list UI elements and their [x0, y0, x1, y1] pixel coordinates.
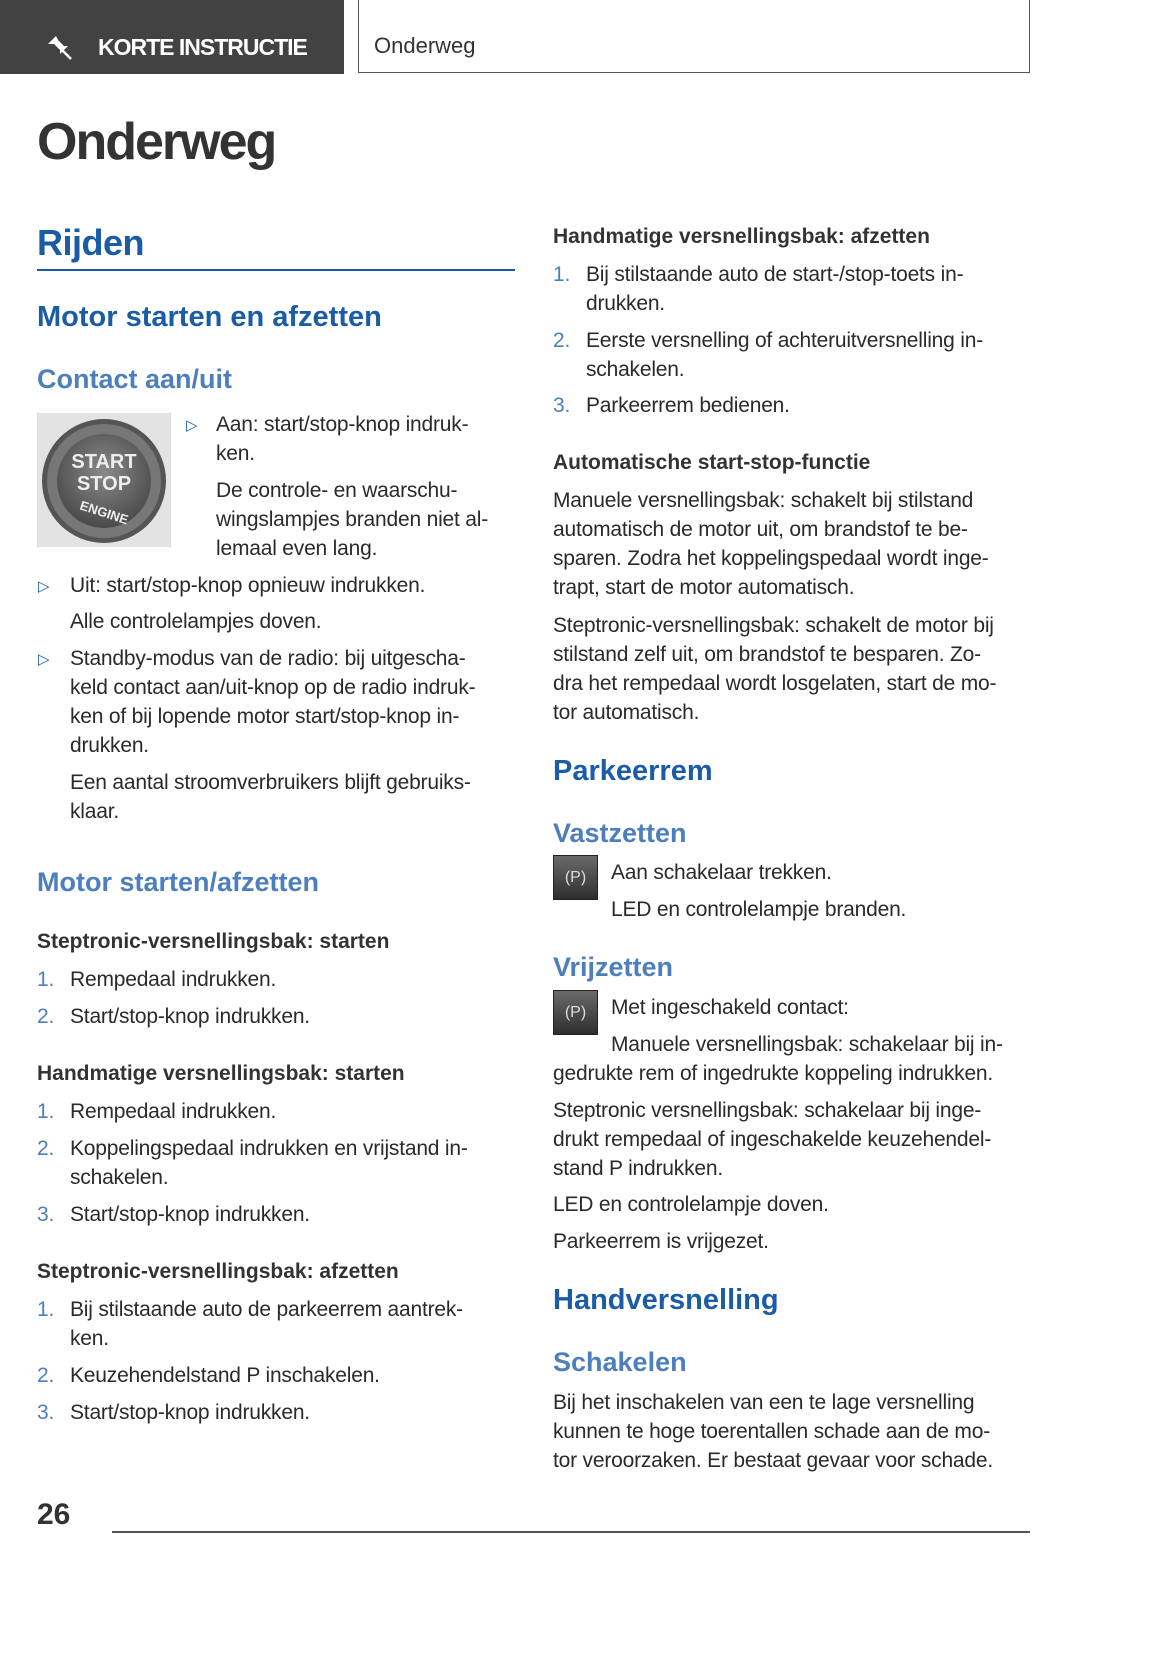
list-number: 2.: [37, 1364, 55, 1387]
list-number: 3.: [37, 1203, 55, 1226]
heading-vrijzetten: Vrijzetten: [553, 952, 674, 982]
list-item: Bij stilstaande auto de parkeerrem aantrek- ken.: [70, 1298, 463, 1350]
list-item: Start/stop-knop indrukken.: [70, 1401, 310, 1424]
heading-parkeerrem: Parkeerrem: [553, 755, 713, 787]
paragraph: Steptronic versnellingsbak: schakelaar bij inge- drukt rempedaal of ingeschakelde keuzehendel- stand P indrukken.: [553, 1099, 992, 1180]
chapter-tab: [358, 0, 1030, 73]
parking-brake-icon: [553, 990, 598, 1035]
svg-text:START: START: [71, 451, 137, 473]
bullet-triangle-icon: ▷: [186, 417, 198, 434]
list-number: 1.: [37, 1298, 55, 1321]
list-item: Koppelingspedaal indrukken en vrijstand in- schakelen.: [70, 1137, 468, 1189]
list-note: Een aantal stroomverbruikers blijft gebruiks- klaar.: [70, 771, 471, 823]
heading-contact: Contact aan/uit: [37, 364, 233, 394]
list-item: Start/stop-knop indrukken.: [70, 1203, 310, 1226]
paragraph: Bij het inschakelen van een te lage versnelling kunnen te hoge toerentallen schade aan de mo- tor veroorzaken. Er bestaat gevaar voor schade.: [553, 1391, 994, 1472]
list-item: Rempedaal indrukken.: [70, 1100, 277, 1123]
heading-handversnelling: Handversnelling: [553, 1284, 779, 1316]
svg-text:STOP: STOP: [76, 473, 132, 495]
start-stop-button-icon: [37, 413, 171, 547]
heading-motor: Motor starten en afzetten: [37, 301, 382, 333]
list-item: Uit: start/stop-knop opnieuw indrukken.: [70, 574, 426, 597]
section-label: KORTE INSTRUCTIE: [98, 34, 307, 60]
list-number: 2.: [37, 1137, 55, 1160]
list-number: 2.: [37, 1005, 55, 1028]
list-item: Bij stilstaande auto de start-/stop-toets in- drukken.: [586, 263, 964, 315]
chapter-label: Onderweg: [374, 33, 476, 58]
subheading: Steptronic-versnellingsbak: afzetten: [37, 1260, 399, 1283]
parking-brake-symbol: (P): [564, 1003, 587, 1021]
heading-motor-starten: Motor starten/afzetten: [37, 867, 320, 897]
page-number: 26: [37, 1498, 71, 1531]
heading-rule: [37, 269, 515, 271]
list-note: De controle- en waarschu- wingslampjes branden niet al- lemaal even lang.: [216, 479, 489, 560]
paragraph: Aan schakelaar trekken.: [611, 861, 832, 884]
parking-brake-symbol: (P): [564, 868, 587, 886]
list-item: Eerste versnelling of achteruitversnelling in- schakelen.: [586, 329, 983, 381]
subheading: Automatische start-stop-functie: [553, 451, 871, 474]
pushpin-icon: [46, 34, 74, 60]
list-item: Standby-modus van de radio: bij uitgescha- keld contact aan/uit-knop op de radio indruk- ken of bij lopende motor start/stop-knop in- drukken.: [70, 647, 476, 757]
list-item: Keuzehendelstand P inschakelen.: [70, 1364, 380, 1387]
list-item: Rempedaal indrukken.: [70, 968, 277, 991]
heading-rijden: Rijden: [37, 222, 145, 263]
list-number: 3.: [37, 1401, 55, 1424]
list-note: Alle controlelampjes doven.: [70, 610, 322, 633]
paragraph: Met ingeschakeld contact:: [611, 996, 849, 1019]
start-stop-button-image: [37, 413, 171, 547]
list-number: 1.: [37, 1100, 55, 1123]
paragraph: gedrukte rem of ingedrukte koppeling indrukken.: [553, 1062, 994, 1085]
list-item: Parkeerrem bedienen.: [586, 394, 790, 417]
section-tab: [0, 0, 344, 74]
paragraph: LED en controlelampje branden.: [611, 898, 907, 921]
paragraph: Manuele versnellingsbak: schakelt bij stilstand automatisch de motor uit, om brandstof te be- sparen. Zodra het koppelingspedaal wordt inge- trapt, start de motor automatisch.: [553, 489, 989, 599]
list-number: 1.: [37, 968, 55, 991]
subheading: Steptronic-versnellingsbak: starten: [37, 930, 390, 953]
parking-brake-icon: [553, 855, 598, 900]
paragraph: LED en controlelampje doven.: [553, 1193, 829, 1216]
bullet-triangle-icon: ▷: [38, 578, 50, 595]
list-number: 3.: [553, 394, 571, 417]
paragraph: Manuele versnellingsbak: schakelaar bij in-: [611, 1033, 1003, 1056]
paragraph: Steptronic-versnellingsbak: schakelt de motor bij stilstand zelf uit, om brandstof te besparen. Zo- dra het rempedaal wordt losgelaten, start de mo- tor automatisch.: [553, 614, 997, 724]
heading-schakelen: Schakelen: [553, 1347, 687, 1377]
list-item: Start/stop-knop indrukken.: [70, 1005, 310, 1028]
list-item: Aan: start/stop-knop indruk- ken.: [216, 413, 469, 465]
subheading: Handmatige versnellingsbak: afzetten: [553, 225, 930, 248]
footer-rule: [112, 1531, 1030, 1533]
list-number: 1.: [553, 263, 571, 286]
bullet-triangle-icon: ▷: [38, 651, 50, 668]
svg-text:ENGINE: ENGINE: [78, 497, 131, 528]
heading-vastzetten: Vastzetten: [553, 818, 687, 848]
page-title: Onderweg: [37, 113, 276, 171]
paragraph: Parkeerrem is vrijgezet.: [553, 1230, 769, 1253]
list-number: 2.: [553, 329, 571, 352]
subheading: Handmatige versnellingsbak: starten: [37, 1062, 405, 1085]
